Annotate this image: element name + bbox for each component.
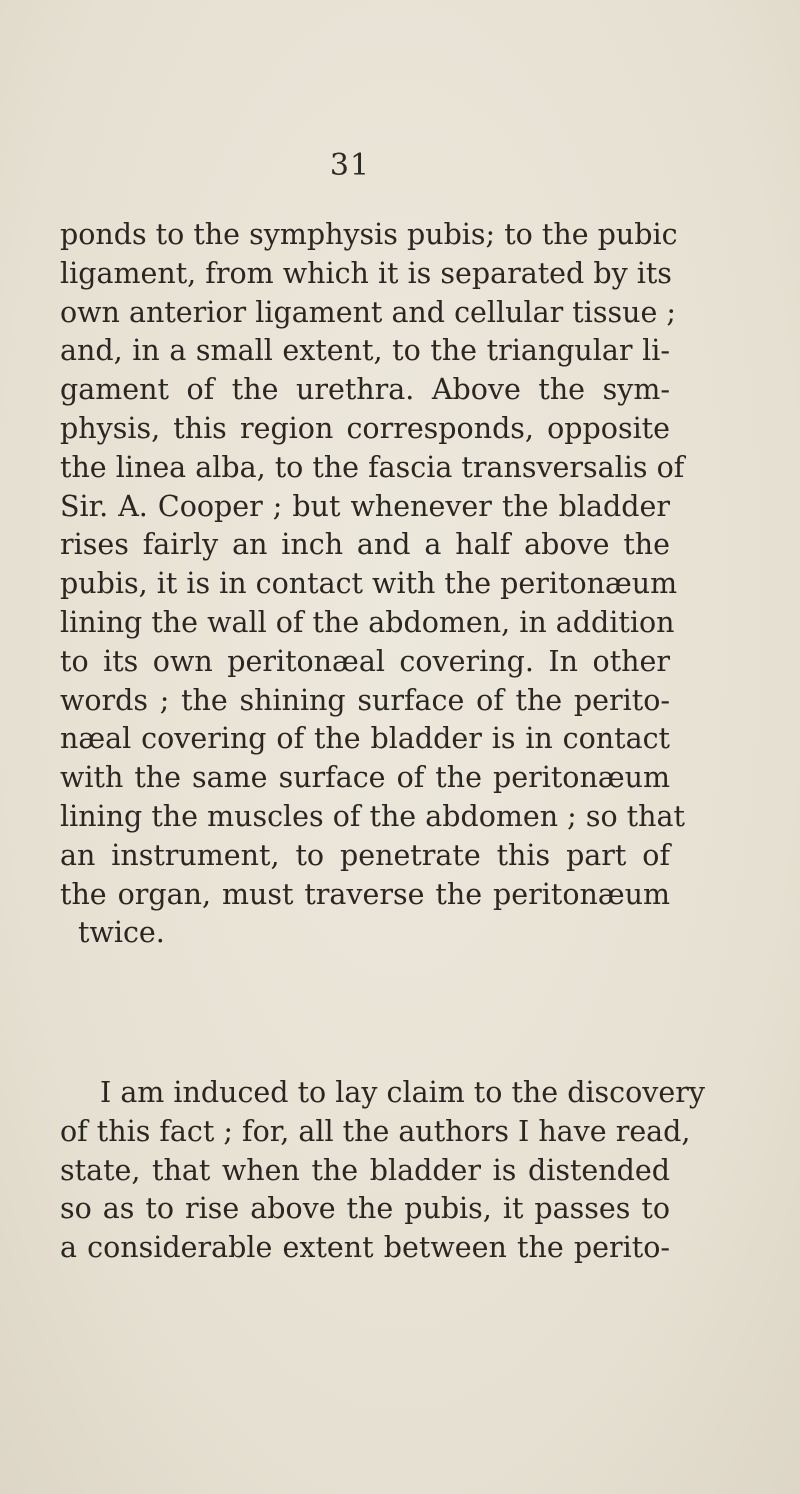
text-line: the linea alba, to the fascia transversalis of (60, 450, 685, 484)
text-line: of this fact ; for, all the authors I have read, (60, 1114, 691, 1148)
text-line: words ; the shining surface of the perito- (60, 683, 670, 717)
text-line: an instrument, to penetrate this part of (60, 838, 670, 872)
text-line: ponds to the symphysis pubis; to the pubic (60, 218, 678, 251)
text-line: rises fairly an inch and a half above the (60, 528, 670, 562)
text-line: to its own peritonæal covering. In other (60, 644, 670, 678)
text-line: Sir. A. Cooper ; but whenever the bladder (60, 489, 670, 523)
text-line: with the same surface of the peritonæum (60, 761, 670, 795)
text-line: lining the wall of the abdomen, in addition (60, 605, 675, 639)
text-line: physis, this region corresponds, opposite (60, 411, 670, 445)
text-line: næal covering of the bladder is in contact (60, 722, 670, 756)
paragraph-2 (60, 1074, 705, 1268)
text-line: lining the muscles of the abdomen ; so that (60, 799, 685, 833)
text-line: so as to rise above the pubis, it passes to (60, 1192, 670, 1226)
text-line: own anterior ligament and cellular tissue ; (60, 295, 676, 329)
paragraph-1 (60, 216, 685, 953)
text-line: a considerable extent between the perito- (60, 1231, 670, 1265)
text-line: I am induced to lay claim to the discovery (100, 1076, 705, 1109)
text-line: the organ, must traverse the peritonæum (60, 877, 670, 911)
page-number: 31 (329, 148, 371, 183)
text-line: gament of the urethra. Above the sym- (60, 373, 670, 407)
text-line: twice. (78, 916, 165, 950)
text-line: state, that when the bladder is distended (60, 1153, 670, 1187)
text-line: pubis, it is in contact with the peritonæum (60, 567, 678, 601)
text-line: and, in a small extent, to the triangular li- (60, 334, 670, 368)
text-line: ligament, from which it is separated by its (60, 256, 672, 290)
